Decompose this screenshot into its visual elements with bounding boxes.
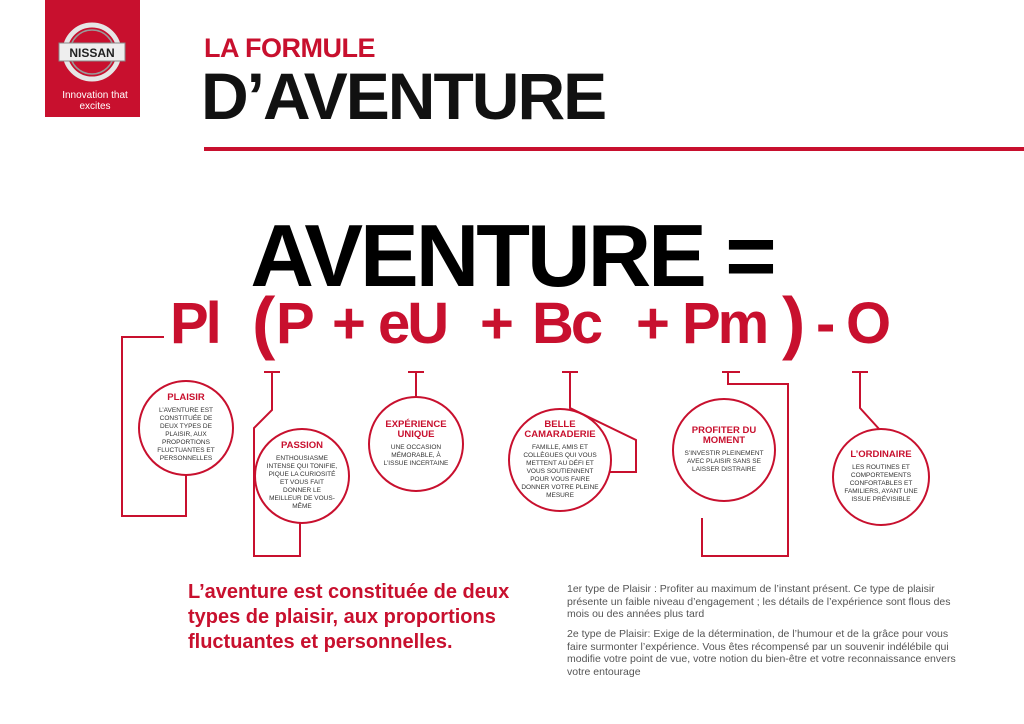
close-parenthesis: ) — [782, 283, 806, 361]
note-plaisir-type-1: 1er type de Plaisir : Profiter au maximum de l’instant présent. Ce type de plaisir présente un faible niveau d’engagement ; les détails de l’expérience sont flous des mois ou des années plus tard — [567, 583, 951, 620]
bubble-moment-title: PROFITER DU MOMENT — [691, 425, 757, 446]
plus-sign-3: + — [636, 291, 667, 356]
bubble-ordinaire-desc: LES ROUTINES ET COMPORTEMENTS CONFORTABLES ET FAMILIERS, AYANT UNE ISSUE PRÉVISIBLE — [844, 464, 918, 503]
bubble-moment — [672, 398, 776, 502]
bubble-experience — [368, 396, 464, 492]
summary-text: L’aventure est constituée de deux types de plaisir, aux proportions fluctuantes et personnelles. — [188, 581, 510, 653]
term-o: O — [846, 291, 889, 356]
term-p: P — [276, 291, 312, 356]
bubble-ordinaire-title: L’ORDINAIRE — [850, 449, 912, 460]
bubble-passion-title: PASSION — [280, 440, 324, 451]
term-pm: Pm — [682, 291, 767, 356]
plus-sign-1: + — [332, 291, 363, 356]
bubble-experience-desc: UNE OCCASION MÉMORABLE, À L’ISSUE INCERTAINE — [383, 444, 449, 467]
bubble-camaraderie-desc: FAMILLE, AMIS ET COLLÈGUES QUI VOUS METTENT AU DÉFI ET VOUS SOUTIENNENT POUR VOUS FAIRE DONNER VOTRE PLEINE MESURE — [521, 444, 599, 499]
brand-name: NISSAN — [69, 46, 115, 60]
open-parenthesis: ( — [252, 283, 276, 361]
bubble-passion-desc: ENTHOUSIASME INTENSE QUI TONIFIE, PIQUE LA CURIOSITÉ ET VOUS FAIT DONNER LE MEILLEUR DE VOUS-MÊME — [266, 455, 338, 510]
bubble-ordinaire — [832, 428, 930, 526]
bubble-camaraderie — [508, 408, 612, 512]
minus-sign: - — [816, 291, 833, 356]
title-line-2: D’AVENTURE — [201, 59, 606, 133]
bubble-plaisir — [138, 380, 234, 476]
equation-heading: AVENTURE = — [250, 206, 774, 305]
plus-sign-2: + — [480, 291, 511, 356]
connector-ordinaire — [852, 372, 880, 430]
term-eu: eU — [378, 291, 447, 356]
bubble-plaisir-title: PLAISIR — [167, 392, 205, 403]
bubble-passion — [254, 428, 350, 524]
bubble-camaraderie-title: BELLE CAMARADERIE — [524, 419, 596, 440]
note-plaisir-type-2: 2e type de Plaisir: Exige de la détermination, de l’humour et de la grâce pour vous faire surmonter l’expérience. Vous êtes récompensé par un souvenir indélébile qui modifie votre point de vue, votre notion du bien-être et votre reconnaissance envers votre entourage — [567, 628, 956, 678]
term-bc: Bc — [532, 291, 601, 356]
bubble-moment-desc: S’INVESTIR PLEINEMENT AVEC PLAISIR SANS SE LAISSER DISTRAIRE — [684, 450, 764, 473]
brand-tagline: Innovation that excites — [62, 90, 128, 112]
bubble-plaisir-desc: L’AVENTURE EST CONSTITUÉE DE DEUX TYPES DE PLAISIR, AUX PROPORTIONS FLUCTUANTES ET PERSONNELLES — [157, 407, 215, 462]
bubble-experience-title: EXPÉRIENCE UNIQUE — [385, 419, 447, 440]
term-pl: Pl — [170, 291, 219, 356]
title-line-1: LA FORMULE — [204, 33, 375, 63]
connector-experience — [408, 372, 424, 398]
